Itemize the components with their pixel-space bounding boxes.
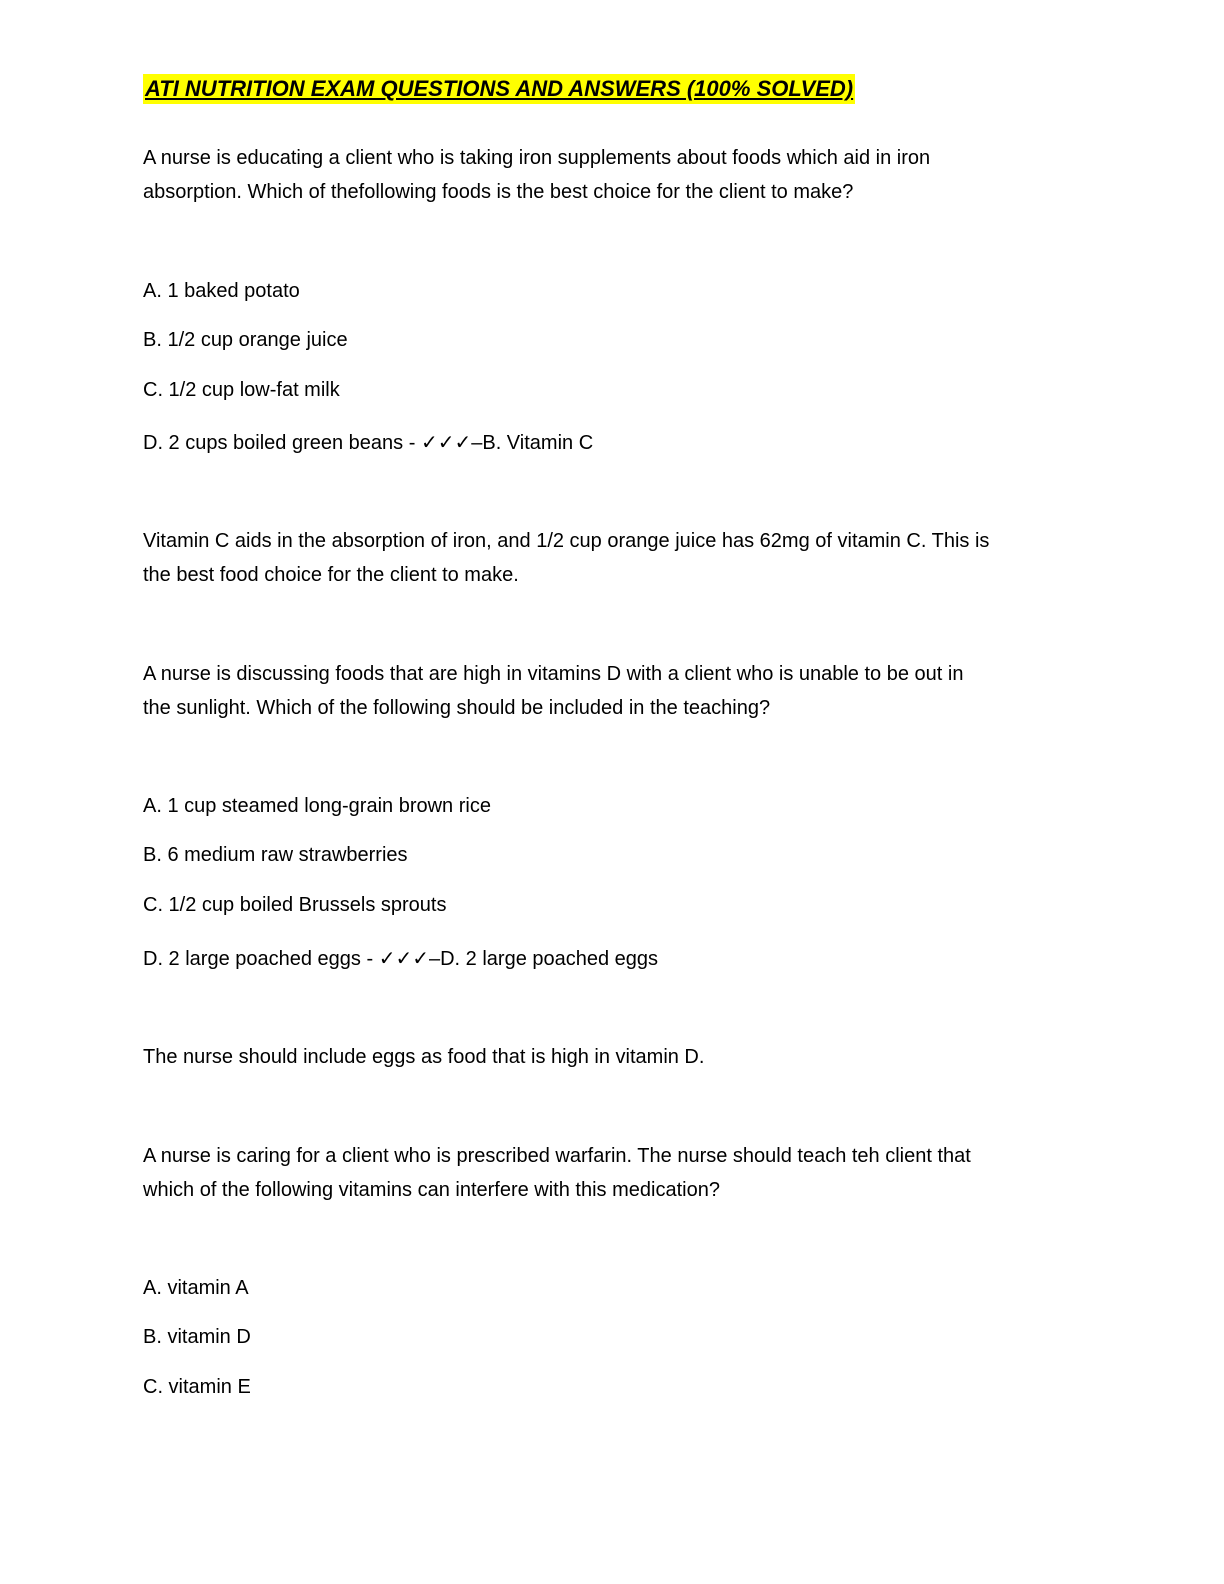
q3-option-a: A. vitamin A — [143, 1277, 249, 1299]
document-title: ATI NUTRITION EXAM QUESTIONS AND ANSWERS (100% SOLVED) — [143, 74, 855, 104]
q2-rationale-line-1: The nurse should include eggs as food that is high in vitamin D. — [143, 1046, 705, 1068]
q2-stem-line-1: A nurse is discussing foods that are high in vitamins D with a client who is unable to be out in — [143, 663, 964, 685]
q1-option-c: C. 1/2 cup low-fat milk — [143, 379, 340, 401]
q1-stem-line-2: absorption. Which of thefollowing foods is the best choice for the client to make? — [143, 181, 854, 203]
q1-option-b: B. 1/2 cup orange juice — [143, 329, 348, 351]
q1-option-d-line — [143, 425, 593, 460]
q2-checkmark-icon: ✓✓✓ — [378, 946, 429, 970]
q2-option-c: C. 1/2 cup boiled Brussels sprouts — [143, 894, 447, 916]
q1-answer: –B. Vitamin C — [471, 432, 594, 454]
q3-stem-line-2: which of the following vitamins can interfere with this medication? — [143, 1179, 720, 1201]
q2-option-d-line — [143, 941, 658, 976]
q1-stem-line-1: A nurse is educating a client who is taking iron supplements about foods which aid in iron — [143, 147, 931, 169]
q1-option-d: D. 2 cups boiled green beans - — [143, 432, 421, 454]
q1-option-a: A. 1 baked potato — [143, 280, 300, 302]
q1-rationale-line-1: Vitamin C aids in the absorption of iron, and 1/2 cup orange juice has 62mg of vitamin C. This is — [143, 530, 990, 552]
q1-rationale-line-2: the best food choice for the client to make. — [143, 564, 519, 586]
q3-option-c: C. vitamin E — [143, 1376, 251, 1398]
q2-option-d: D. 2 large poached eggs - — [143, 948, 379, 970]
q2-option-b: B. 6 medium raw strawberries — [143, 844, 408, 866]
q1-checkmark-icon: ✓✓✓ — [420, 430, 472, 454]
q3-option-b: B. vitamin D — [143, 1326, 251, 1348]
q2-answer: –D. 2 large poached eggs — [428, 948, 659, 970]
q3-stem-line-1: A nurse is caring for a client who is prescribed warfarin. The nurse should teach teh client that — [143, 1145, 971, 1167]
q2-option-a: A. 1 cup steamed long-grain brown rice — [143, 795, 491, 817]
q2-stem-line-2: the sunlight. Which of the following should be included in the teaching? — [143, 697, 771, 719]
